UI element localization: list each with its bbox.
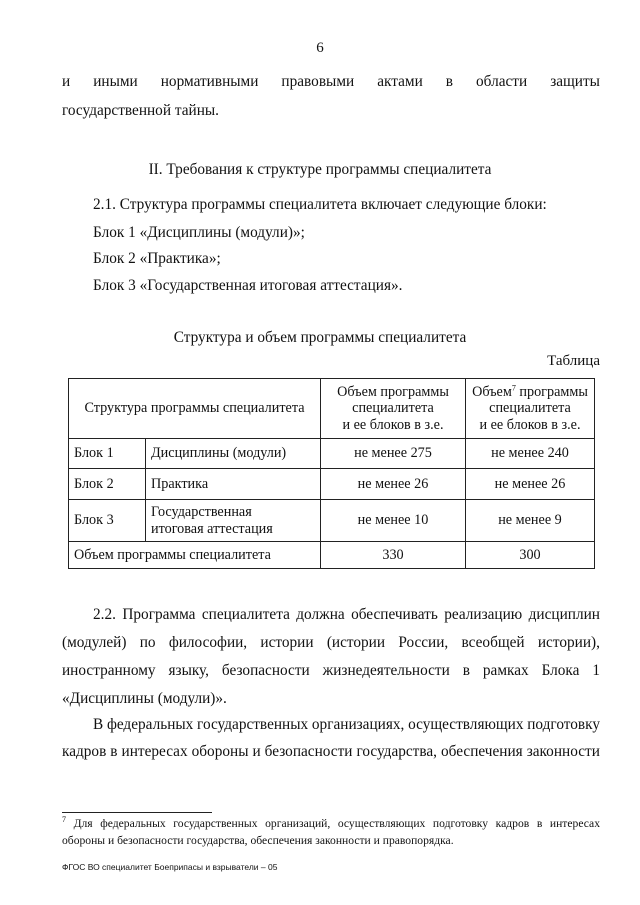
total-label-cell: Объем программы специалитета xyxy=(69,542,321,569)
body-line-2: государственной тайны. xyxy=(62,102,219,119)
volume-cell: не менее 10 xyxy=(321,500,466,542)
header-volume-federal-line: и ее блоков в з.е. xyxy=(479,416,581,433)
word: жизнедеятельности xyxy=(322,662,450,679)
total-volume-cell: 330 xyxy=(321,542,466,569)
structure-table xyxy=(68,378,595,569)
block-name-line: Государственная xyxy=(151,504,252,521)
paragraph-2-1-intro: 2.1. Структура программы специалитета включает следующие блоки: xyxy=(93,196,547,213)
word: по xyxy=(139,634,156,651)
table-row xyxy=(69,439,595,469)
word: России, xyxy=(398,634,449,651)
word: истории), xyxy=(537,634,600,651)
paragraph-2-2-line-3 xyxy=(62,662,600,680)
header-volume xyxy=(321,379,466,439)
word: 1 xyxy=(592,662,600,679)
word: реализацию xyxy=(444,606,523,623)
header-volume-federal xyxy=(466,379,595,439)
word: нормативными xyxy=(160,73,259,90)
footnote-divider xyxy=(62,812,212,813)
footnote xyxy=(62,816,600,850)
block-name-line: итоговая аттестация xyxy=(151,520,273,537)
paragraph-next-line-2 xyxy=(62,743,600,761)
footnote-ref: 7 xyxy=(511,383,516,393)
word: кадров xyxy=(62,743,107,760)
page-number: 6 xyxy=(316,40,324,56)
volume-federal-cell: не менее 26 xyxy=(466,469,595,500)
word: Блока xyxy=(541,662,580,679)
word: специалитета xyxy=(201,606,290,623)
word: (модулей) xyxy=(62,634,127,651)
word: в xyxy=(445,73,454,90)
word: актами xyxy=(377,73,423,90)
word: иными xyxy=(93,73,138,90)
word: правовыми xyxy=(281,73,355,90)
word: 2.2. xyxy=(93,606,116,623)
block-cell: Блок 1 xyxy=(69,439,146,469)
header-volume-federal-word: программы xyxy=(515,384,588,400)
word: подготовку xyxy=(527,716,600,733)
section-heading: II. Требования к структуре программы специалитета xyxy=(148,161,492,178)
word: и xyxy=(252,743,261,760)
word: в xyxy=(462,662,470,679)
paragraph-2-2-line-4: «Дисциплины (модули)». xyxy=(62,690,227,707)
block-name-cell: Дисциплины (модули) xyxy=(146,439,321,469)
header-volume-line: специалитета xyxy=(352,400,434,417)
header-volume-federal-word: Объем xyxy=(472,384,512,400)
table-title: Структура и объем программы специалитета xyxy=(173,329,467,346)
body-line-1 xyxy=(62,73,600,91)
word: федеральных xyxy=(106,716,194,733)
word: (истории xyxy=(326,634,386,651)
word: всеобщей xyxy=(461,634,525,651)
header-volume-line: Объем программы xyxy=(337,384,449,400)
word: рамках xyxy=(482,662,529,679)
word: области xyxy=(476,73,528,90)
volume-cell: не менее 275 xyxy=(321,439,466,469)
header-structure: Структура программы специалитета xyxy=(69,379,321,439)
table-row xyxy=(69,500,595,542)
word: и xyxy=(62,73,71,90)
word: обороны xyxy=(191,743,249,760)
paragraph-2-2-line-1 xyxy=(93,606,600,624)
word: истории xyxy=(260,634,314,651)
word: интересах xyxy=(121,743,188,760)
block-item-2: Блок 2 «Практика»; xyxy=(93,250,221,267)
word: государства, xyxy=(356,743,437,760)
volume-cell: не менее 26 xyxy=(321,469,466,500)
footnote-text: Для федеральных государственных организаций, осуществляющих подготовку кадров в интересах обороны и безопасности государства, обеспечения законности и правопорядка. xyxy=(62,817,600,847)
word: Программа xyxy=(122,606,196,623)
header-volume-line: и ее блоков в з.е. xyxy=(342,416,444,433)
word: безопасности xyxy=(221,662,310,679)
word: осуществляющих xyxy=(408,716,524,733)
word: должна xyxy=(296,606,345,623)
paragraph-next-line-1 xyxy=(93,716,600,734)
word: безопасности xyxy=(264,743,353,760)
word: государственных xyxy=(197,716,309,733)
footnote-mark: 7 xyxy=(62,815,66,825)
word: в xyxy=(110,743,118,760)
word: законности xyxy=(526,743,600,760)
word: обеспечения xyxy=(441,743,523,760)
table-header-row xyxy=(69,379,595,439)
block-name-cell xyxy=(146,500,321,542)
word: обеспечивать xyxy=(351,606,438,623)
word: иностранному xyxy=(62,662,156,679)
table-label: Таблица xyxy=(547,353,600,369)
block-cell: Блок 3 xyxy=(69,500,146,542)
table-total-row xyxy=(69,542,595,569)
total-volume-federal-cell: 300 xyxy=(466,542,595,569)
paragraph-2-2-line-2 xyxy=(62,634,600,652)
word: организациях, xyxy=(311,716,405,733)
block-item-3: Блок 3 «Государственная итоговая аттестация». xyxy=(93,277,403,294)
volume-federal-cell: не менее 240 xyxy=(466,439,595,469)
word: дисциплин xyxy=(528,606,600,623)
table-row xyxy=(69,469,595,500)
word: защиты xyxy=(550,73,600,90)
header-volume-federal-line: специалитета xyxy=(489,400,571,417)
word: философии, xyxy=(168,634,248,651)
block-name-cell: Практика xyxy=(146,469,321,500)
word: языку, xyxy=(168,662,209,679)
word: В xyxy=(93,716,104,733)
volume-federal-cell: не менее 9 xyxy=(466,500,595,542)
block-cell: Блок 2 xyxy=(69,469,146,500)
block-item-1: Блок 1 «Дисциплины (модули)»; xyxy=(93,224,305,241)
document-stamp: ФГОС ВО специалитет Боеприпасы и взрыватели – 05 xyxy=(62,862,278,872)
